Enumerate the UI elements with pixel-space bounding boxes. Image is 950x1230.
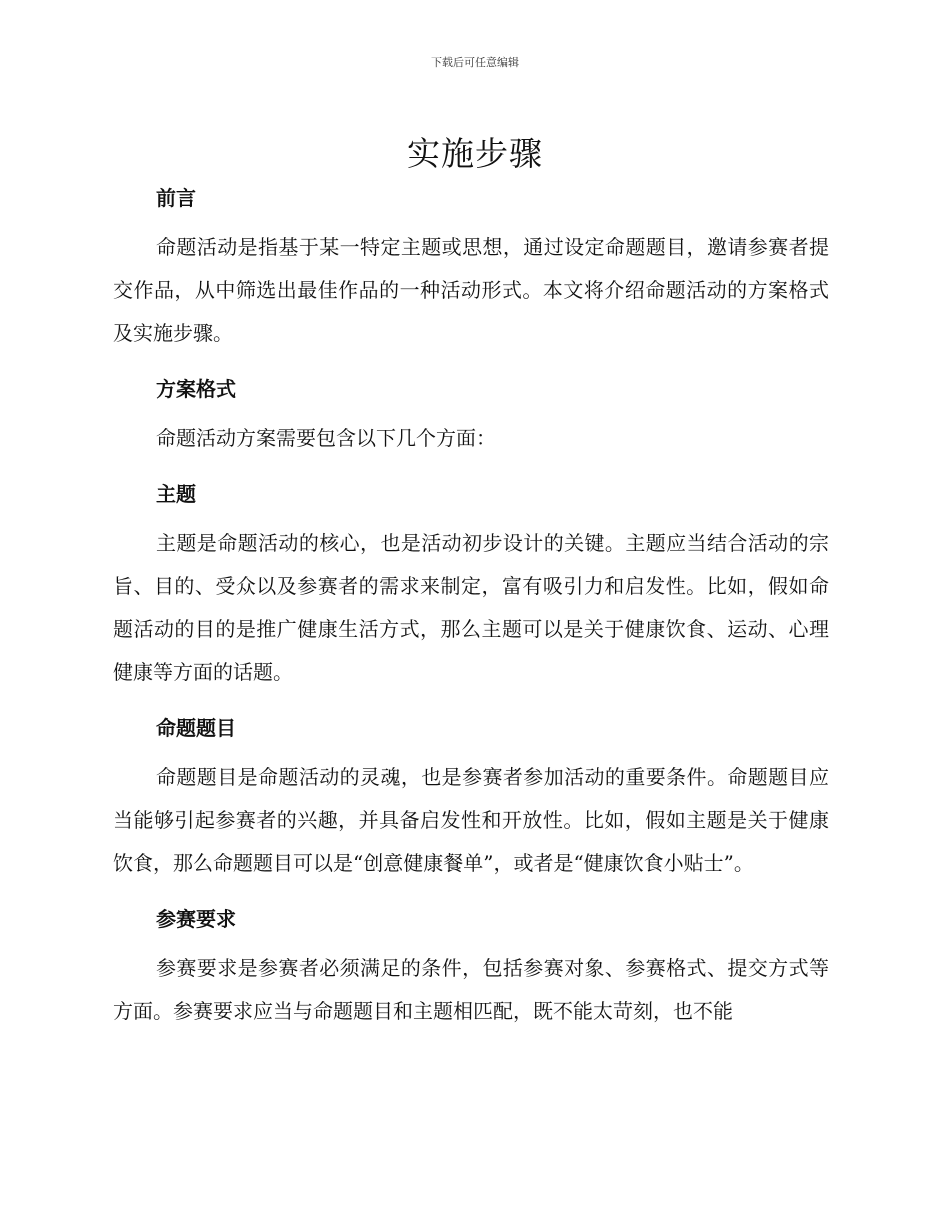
section-heading-theme: 主题 xyxy=(156,482,196,506)
section-heading-topic: 命题题目 xyxy=(156,716,236,740)
section-paragraph-topic: 命题题目是命题活动的灵魂，也是参赛者参加活动的重要条件。命题题目应当能够引起参赛者的兴趣，并具备启发性和开放性。比如，假如主题是关于健康饮食，那么命题题目可以是“创意健康餐单”，或者是“健康饮食小贴士”。 xyxy=(113,765,829,875)
section-heading-requirements: 参赛要求 xyxy=(156,907,236,931)
section-paragraph-theme: 主题是命题活动的核心，也是活动初步设计的关键。主题应当结合活动的宗旨、目的、受众以及参赛者的需求来制定，富有吸引力和启发性。比如，假如命题活动的目的是推广健康生活方式，那么主题可以是关于健康饮食、运动、心理健康等方面的话题。 xyxy=(113,531,829,684)
section-paragraph-plan-format: 命题活动方案需要包含以下几个方面： xyxy=(156,426,496,450)
section-paragraph-preface: 命题活动是指基于某一特定主题或思想，通过设定命题题目，邀请参赛者提交作品，从中筛选出最佳作品的一种活动形式。本文将介绍命题活动的方案格式及实施步骤。 xyxy=(113,235,829,345)
document-title: 实施步骤 xyxy=(407,134,543,173)
section-heading-plan-format: 方案格式 xyxy=(156,377,236,401)
section-paragraph-requirements: 参赛要求是参赛者必须满足的条件，包括参赛对象、参赛格式、提交方式等方面。参赛要求应当与命题题目和主题相匹配，既不能太苛刻，也不能 xyxy=(113,956,829,1023)
document-body xyxy=(113,180,829,1033)
page-header-note: 下载后可任意编辑 xyxy=(431,56,519,69)
section-heading-preface: 前言 xyxy=(156,186,196,210)
